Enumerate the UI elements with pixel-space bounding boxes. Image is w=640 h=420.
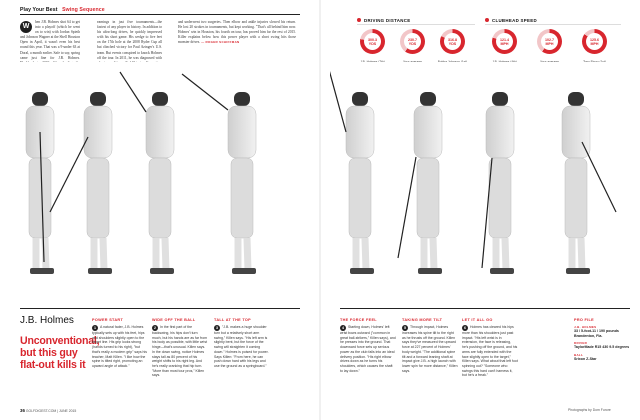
profile-key: J.B. HOLMES: [574, 325, 597, 329]
gauge-center: [586, 33, 603, 50]
step-text: [214, 325, 270, 369]
section-tag: [20, 7, 105, 13]
driving-gauge: [400, 29, 425, 54]
bottom-rule-right: [340, 308, 630, 309]
pro-file-title: PRO FILE: [574, 318, 594, 322]
golfer-sequence-left-photo: [10, 62, 310, 302]
clubhead-title-text: CLUBHEAD SPEED: [492, 18, 537, 23]
step-text: [402, 325, 458, 373]
driving-distance-title: [357, 18, 410, 23]
driving-gauge: [360, 29, 385, 54]
gauge-center: [364, 33, 381, 50]
step-number: 6: [464, 326, 466, 330]
gauge-value: 121.4 MPH: [500, 37, 509, 46]
site-name: GOLFDIGEST.COM: [25, 409, 57, 413]
gauge-value: 316.8 YDS: [448, 37, 457, 46]
step-body: A natural fader, J.B. Holmes typically sets up with his feet, hips and shoulders slightly open to the target line. His grip looks strong (hands turned to his right), "but that's really a modern grip" says his teacher, Matt Killen. "I like how the spine is tilted right, promoting an upward angle of attack.": [92, 325, 148, 368]
issue-date: JUNE 2015: [58, 409, 77, 413]
pro-file-rows: [574, 325, 630, 361]
step-body: "J.B. makes a huge shoulder turn but a relatively short arm swing," Killen says. "His left arm is slightly bent, but the force of the swing will straighten it coming down." Holmes is poised for power. Says Killen: "From here, he can push down hard with his legs and use the ground as a springboard.": [214, 325, 269, 368]
golfer-impact: [482, 92, 514, 274]
profile-key: BALL: [574, 352, 584, 357]
pro-file: [574, 318, 630, 361]
step-1: [92, 318, 148, 369]
golfer-sequence-right-photo: [330, 62, 630, 302]
step-number: 5: [404, 326, 406, 330]
bullet-icon: [485, 18, 489, 22]
gauge-value: 230.7 YDS: [408, 37, 417, 46]
step-title: POWER START: [92, 318, 124, 322]
page-number: 36: [20, 408, 25, 413]
gauge-center: [496, 33, 513, 50]
bullet-icon: [357, 18, 361, 22]
photo-credit: Photographs by Dom Furore: [568, 408, 611, 412]
step-body: Starting down, Holmes' left wrist bows outward ("common in great ball-strikers," Killen says), and he presses into the ground. That downward force sets up serious power as the club falls into an ideal delivery position. "His right elbow drives down as he turns his shoulders, which causes the shaft to lay down.": [340, 325, 396, 373]
step-text: [462, 325, 518, 378]
photo-sequence-right: [330, 62, 630, 302]
byline: — ROGER SCHIFFMAN: [201, 40, 240, 45]
step-text: [92, 325, 148, 369]
profile-value: Srixon Z-Star: [574, 356, 597, 361]
section-name: Play Your Best: [20, 7, 58, 13]
step-body: Through impact, Holmes increases his spine tilt to the right as he thrusts off the ground. Killen says they've measured the upward force at 227 percent of Holmes' body weight. "The additional spine tilt and a forward leaning shaft at impact give J.B. a high launch with lower spin for more distance," Killen says.: [402, 325, 458, 373]
gauge-center: [541, 33, 558, 50]
step-number: 4: [342, 326, 344, 330]
step-title: TAKING MORE TILT: [402, 318, 443, 322]
step-number: 2: [154, 326, 156, 330]
folio-left: 36 GOLFDIGEST.COM | JUNE 2015: [20, 408, 77, 413]
intro-text-2: earnings in just five tournaments—the fastest of any player in history. In addition to his ultra-long drives, he quickly impressed with his short game. His wedge to five feet on the 17th hole at the 2008 Ryder Cup all but clinched victory for Paul Azinger's U.S. team. But events conspired to knock Holmes off the tour. In 2011, he was diagnosed with: [97, 20, 162, 60]
golfer-transition: [330, 66, 374, 274]
step-3: [214, 318, 270, 369]
step-title: THE FORCE FEEL: [340, 318, 377, 322]
step-number: 1: [94, 326, 96, 330]
golfer-downswing: [182, 74, 256, 274]
profile-key: DRIVER: [574, 341, 588, 346]
step-text: [340, 325, 396, 373]
page-gutter: [319, 0, 321, 420]
driving-rule: [357, 24, 475, 25]
driving-gauge: [440, 29, 465, 54]
intro-text-1: hen J.B. Holmes shot 64 to get into a playoff (which he went on to win) with Jordan Spieth and Johnson Wagner at the Shell Houston Open in April, it wasn't even his best round this year. That was a 9-under 63 at Doral, a month earlier. Safe to say, spring came just fine for J.B. Holmes.: [20, 20, 80, 60]
step-body: Holmes has cleared his hips more than his shoulders just past impact. "His left wrist is in extension, the face is releasing, he's pushing off the ground, and his arms are fully extended with the face slightly open to the target," Killen says. What about that left foot spinning out? "Someone who swings this hard can't harness it, but he's a freak.": [462, 325, 518, 378]
gauge-value: 102.7 MPH: [545, 37, 554, 46]
intro-col-3: [178, 20, 296, 45]
player-name: J.B. Holmes: [20, 315, 74, 326]
step-5: [402, 318, 458, 373]
subsection-name: Swing Sequence: [62, 7, 105, 13]
clubhead-rule: [485, 24, 621, 25]
step-body: In the first part of the backswing, his hips don't turn much, but his hands are as far from his body as possible, with little wrist hinge—that's unusual. Killen says. In the down swing, notice Holmes stays tall as 80 percent of his weight shifts to his right leg. And he's really cranking that hip turn. "More than most tour pros," Killen says.: [152, 325, 208, 378]
step-number: 3: [216, 326, 218, 330]
golfer-delivery: [398, 92, 442, 274]
golfer-address: [26, 92, 54, 274]
dropcap: W: [20, 21, 32, 33]
clubhead-speed-title: [485, 18, 537, 23]
profile-value: 33 / 5-foot-11 / 190 pounds Brandenton, Fla.: [574, 329, 619, 338]
step-text: [152, 325, 208, 378]
top-rule: [20, 14, 300, 15]
clubhead-gauge: [537, 29, 562, 54]
headline: Unconventional, but this guy flat-out kills it: [20, 335, 100, 371]
gauge-center: [404, 33, 421, 50]
step-title: LET IT ALL GO: [462, 318, 493, 322]
step-2: [152, 318, 208, 378]
step-6: [462, 318, 518, 378]
gauge-value: 125.6 MPH: [590, 37, 599, 46]
clubhead-gauge: [492, 29, 517, 54]
driving-title-text: DRIVING DISTANCE: [364, 18, 411, 23]
profile-value: TaylorMade R15 430 9.5 degrees: [574, 345, 630, 350]
intro-text-3: and underwent two surgeries. Then elbow and ankle injuries slowed his return. He lost 20 strokes in tournaments, but kept working. "That's all behind him now. Holmes' win in Houston, his fourth on tour, has proved him far the rest of 2015. Killer explains below how this power player with a short swing hits those monster drives.: [178, 20, 296, 45]
gauge-value: 300.3 YDS: [368, 37, 377, 46]
photo-sequence-left: [10, 62, 310, 302]
intro-col-2: [97, 20, 162, 66]
step-title: WIDE OFF THE BALL: [152, 318, 196, 322]
step-title: TALL AT THE TOP: [214, 318, 251, 322]
bottom-rule-left: [20, 308, 300, 309]
gauge-center: [444, 33, 461, 50]
clubhead-gauge: [582, 29, 607, 54]
golfer-top: [120, 72, 174, 274]
step-4: [340, 318, 396, 373]
golfer-follow-through: [562, 92, 616, 274]
golfer-takeaway: [50, 92, 112, 274]
